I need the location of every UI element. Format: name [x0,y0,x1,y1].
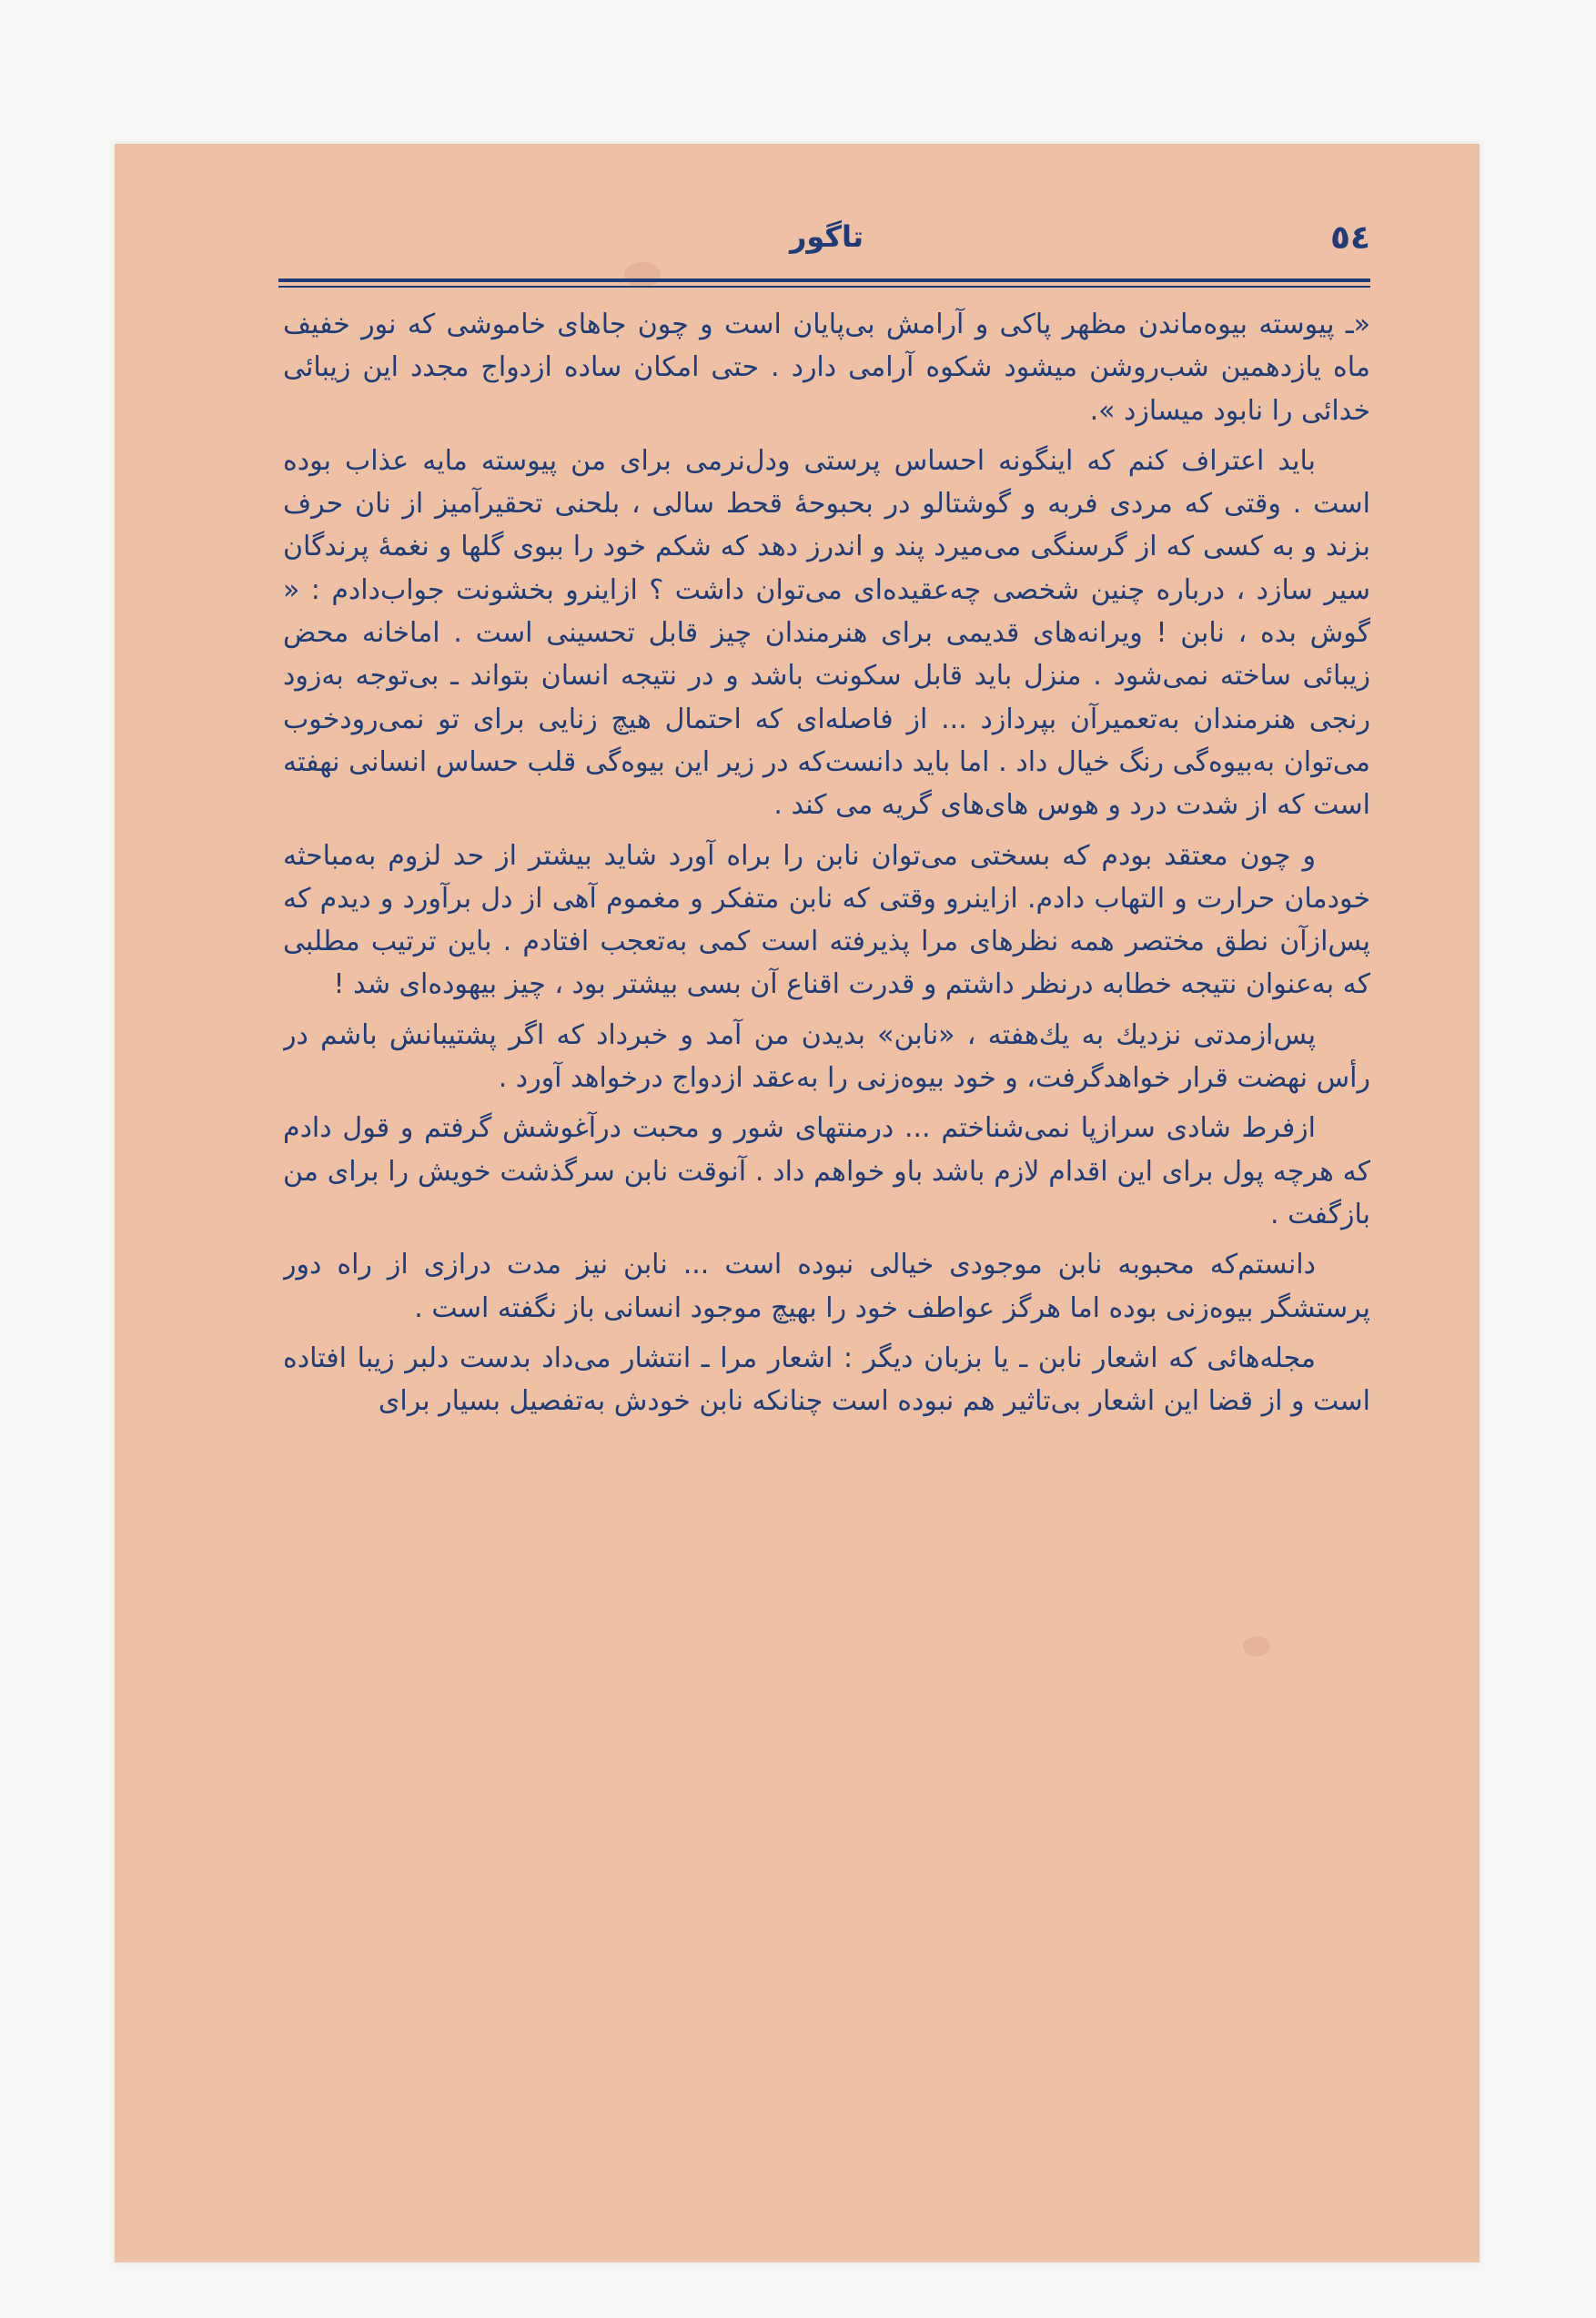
book-page [115,144,1480,2262]
paragraph: و چون معتقد بودم که بسختی می‌توان نابن را براه آورد شاید بیشتر از حد لزوم به‌مباحثه خودمان حرارت و التهاب دادم. ازاینرو وقتی که نابن متفکر و مغموم آهی از دل برآورد و دیدم که پس‌ازآن نطق مختصر همه نظرهای مرا پذیرفته است کمی به‌تعجب افتادم . باین ترتیب مطلبی که به‌عنوان نتیجه خطابه درنظر داشتم و قدرت اقناع آن بسی بیشتر بود ، چیز بیهوده‌ای شد ! [283,839,1370,1001]
paragraph: مجله‌هائی که اشعار نابن ـ یا بزبان دیگر : اشعار مرا ـ انتشار می‌داد بدست دلبر زیبا افتاده است و از قضا این اشعار بی‌تاثیر هم نبوده است چنانکه نابن خودش به‌تفصیل بسیار برای [283,1341,1370,1418]
paragraph: دانستم‌که محبوبه نابن موجودی خیالی نبوده است ... نابن نیز مدت درازی از راه دور پرستشگر بیوه‌زنی بوده اما هرگز عواطف خود را بهیچ موجود انسانی باز نگفته است . [283,1249,1370,1324]
page-header [283,212,1370,267]
header-rule-thick [278,278,1370,282]
paragraph: ازفرط شادی سرازپا نمی‌شناختم ... درمنتهای شور و محبت درآغوشش گرفتم و قول دادم که هرچه پول برای این اقدام لازم باشد باو خواهم داد . آنوقت نابن سرگذشت خویش را برای من بازگفت . [283,1112,1370,1230]
page-number: ٥٤ [1330,219,1370,257]
paragraph: پس‌ازمدتی نزدیك به یك‌هفته ، «نابن» بدیدن من آمد و خبرداد که اگر پشتیبانش باشم در رأس نهضت قرار خواهدگرفت، و خود بیوه‌زنی را به‌عقد ازدواج درخواهد آورد . [283,1018,1370,1095]
paragraph: «ـ پیوسته بیوه‌ماندن مظهر پاکی و آرامش بی‌پایان است و چون جاهای خاموشی که نور خفیف ماه یازدهمین شب‌روشن میشود شکوه آرامی دارد . حتی امکان ساده ازدواج مجدد این زیبائی خدائی را نابود میسازد ». [283,309,1370,427]
body-text [283,303,1370,2223]
running-title: تاگور [789,219,864,254]
header-rule-thin [278,286,1370,288]
paragraph: باید اعتراف کنم که اینگونه احساس پرستی ودل‌نرمی برای من پیوسته مایه عذاب بوده است . وقتی که مردی فربه و گوشتالو در بحبوحهٔ قحط سالی ، بلحنی تحقیرآمیز از نان حرف بزند و به کسی که از گرسنگی می‌میرد پند و اندرز دهد که شکم خود را ببوی گلها و نغمهٔ پرندگان سیر سازد ، درباره چنین شخصی چه‌عقیده‌ای می‌توان داشت ؟ ازاینرو بخشونت جواب‌دادم : « گوش بده ، نابن ! ویرانه‌های قدیمی برای هنرمندان چیز قابل تحسینی است . اماخانه محض زیبائی ساخته نمی‌شود . منزل باید قابل سکونت باشد و در نتیجه انسان بتواند ـ بی‌توجه به‌زود رنجی هنرمندان به‌تعمیرآن بپردازد ... از فاصله‌ای که احتمال هیچ زنایی برای تو نمی‌رودخوب می‌توان به‌بیوه‌گی رنگ خیال داد . اما باید دانست‌که در زیر این بیوه‌گی قلب حساس انسانی نهفته است که از شدت درد و هوس های‌های گریه می کند . [283,444,1370,822]
